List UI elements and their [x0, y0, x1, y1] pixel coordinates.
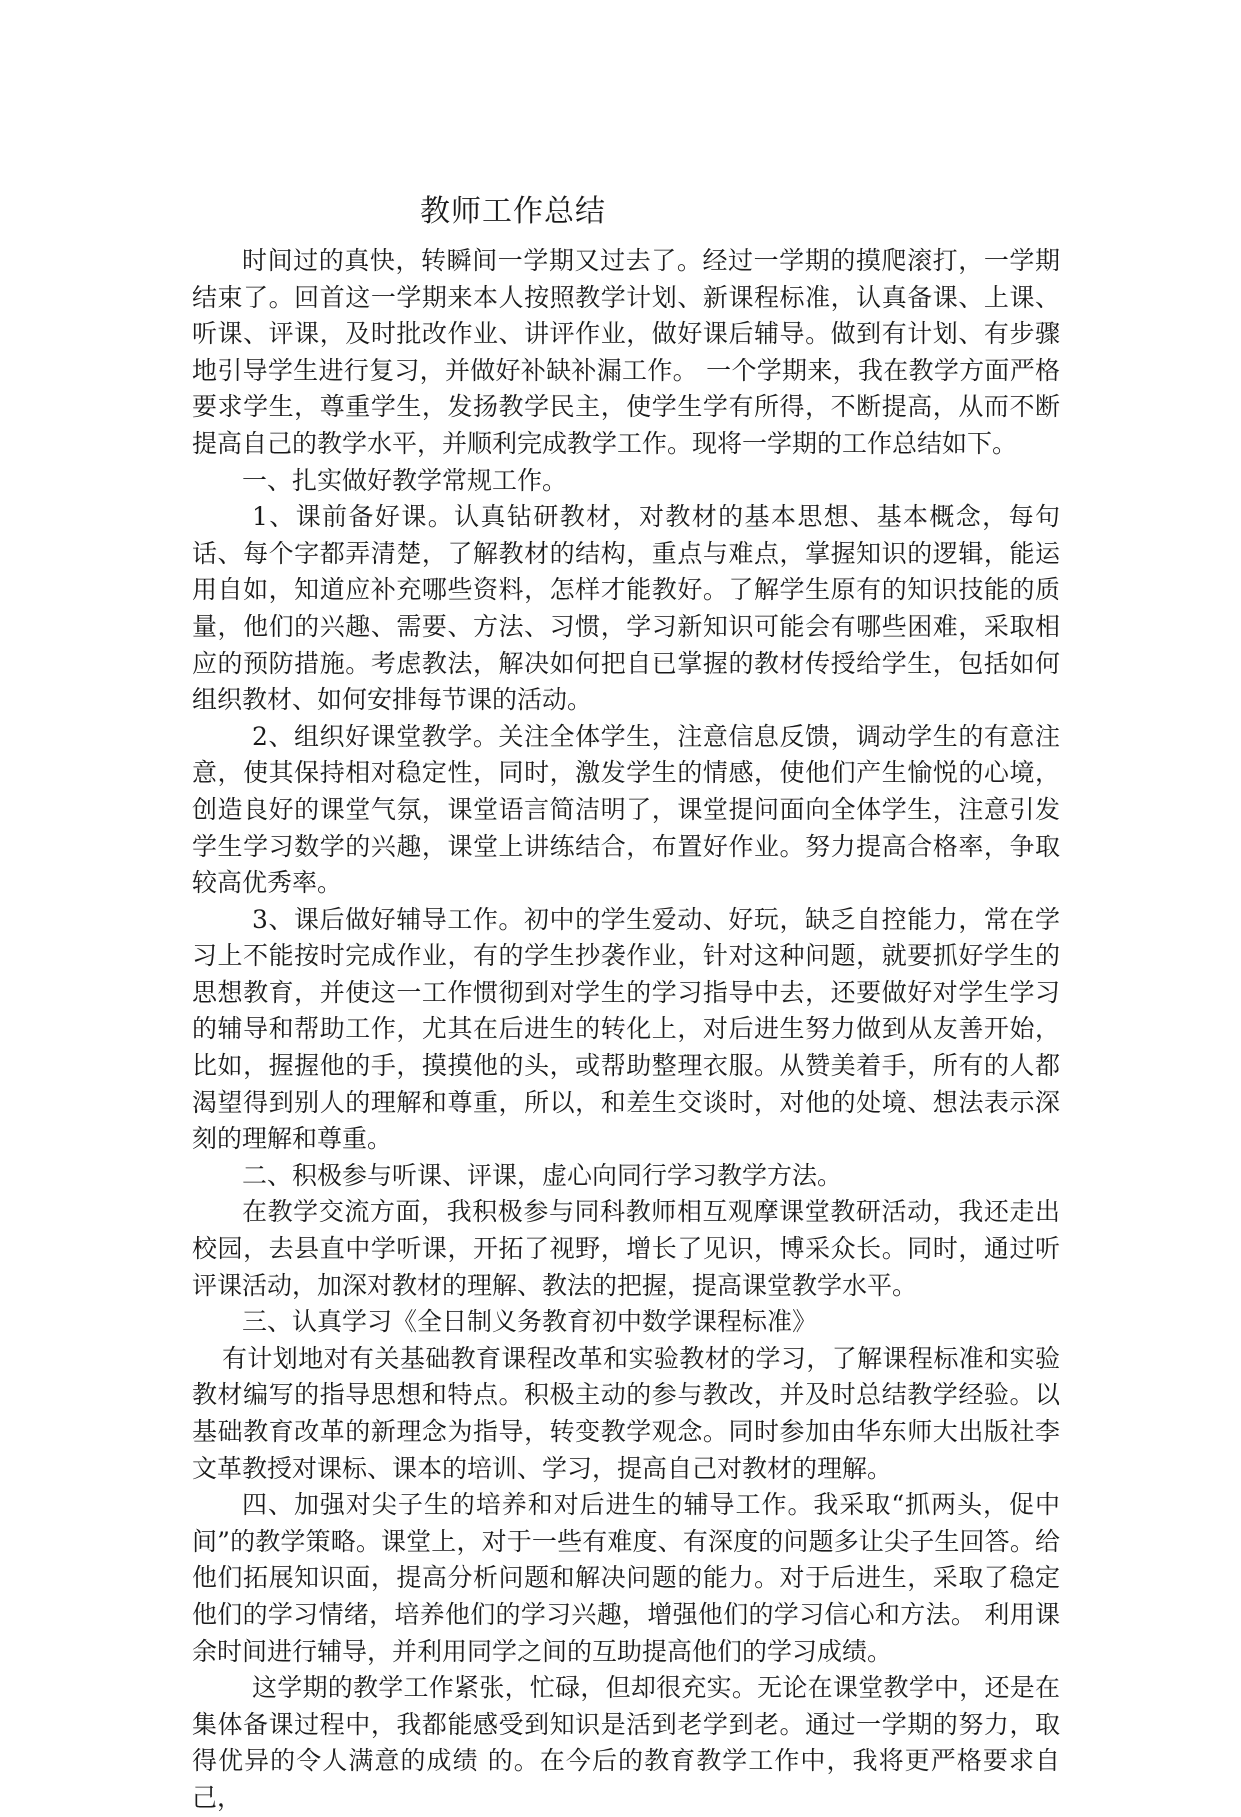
- paragraph-curriculum: 有计划地对有关基础教育课程改革和实验教材的学习，了解课程标准和实验教材编写的指导思想和特点。积极主动的参与教改，并及时总结教学经验。以基础教育改革的新理念为指导，转变教学观念。同时参加由华东师大出版社李文革教授对课标、课本的培训、学习，提高自己对教材的理解。: [192, 1343, 1060, 1483]
- paragraph-classroom: 2、组织好课堂教学。关注全体学生，注意信息反馈，调动学生的有意注意，使其保持相对稳定性，同时，激发学生的情感，使他们产生愉悦的心境，创造良好的课堂气氛，课堂语言简洁明了，课堂提问面向全体学生，注意引发学生学习数学的兴趣，课堂上讲练结合，布置好作业。努力提高合格率，争取较高优秀率。: [192, 721, 1060, 898]
- paragraph-intro: 时间过的真快，转瞬间一学期又过去了。经过一学期的摸爬滚打，一学期结束了。回首这一学期来本人按照教学计划、新课程标准，认真备课、上课、听课、评课，及时批改作业、讲评作业，做好课后辅导。做到有计划、有步骤地引导学生进行复习，并做好补缺补漏工作。 一个学期来，我在教学方面严格要求学生，尊重学生，发扬教学民主，使学生学有所得，不断提高，从而不断提高自己的教学水平，并顺利完成教学工作。现将一学期的工作总结如下。: [192, 246, 1060, 458]
- paragraph-lesson-prep: 1、课前备好课。认真钻研教材，对教材的基本思想、基本概念，每句话、每个字都弄清楚，了解教材的结构，重点与难点，掌握知识的逻辑，能运用自如，知道应补充哪些资料，怎样才能教好。了解学生原有的知识技能的质量，他们的兴趣、需要、方法、习惯，学习新知识可能会有哪些困难，采取相应的预防措施。考虑教法，解决如何把自已掌握的教材传授给学生，包括如何组织教材、如何安排每节课的活动。: [192, 502, 1060, 715]
- document-title: 教师工作总结: [420, 194, 606, 229]
- paragraph-exchange: 在教学交流方面，我积极参与同科教师相互观摩课堂教研活动，我还走出校园，去县直中学听课，开拓了视野，增长了见识，博采众长。同时，通过听评课活动，加深对教材的理解、教法的把握，提高课堂教学水平。: [192, 1197, 1060, 1300]
- section-heading-2: 二、积极参与听课、评课，虚心向同行学习教学方法。: [242, 1160, 843, 1190]
- section-heading-1: 一、扎实做好教学常规工作。: [242, 465, 568, 495]
- paragraph-tutoring: 3、课后做好辅导工作。初中的学生爱动、好玩，缺乏自控能力，常在学习上不能按时完成作业，有的学生抄袭作业，针对这种问题，就要抓好学生的思想教育，并使这一工作惯彻到对学生的学习指导中去，还要做好对学生学习的辅导和帮助工作，尤其在后进生的转化上，对后进生努力做到从友善开始，比如，握握他的手，摸摸他的头，或帮助整理衣服。从赞美着手，所有的人都渴望得到别人的理解和尊重，所以，和差生交谈时，对他的处境、想法表示深刻的理解和尊重。: [192, 904, 1060, 1154]
- section-heading-3: 三、认真学习《全日制义务教育初中数学课程标准》: [242, 1307, 818, 1337]
- paragraph-conclusion: 这学期的教学工作紧张，忙碌，但却很充实。无论在课堂教学中，还是在集体备课过程中，我都能感受到知识是活到老学到老。通过一学期的努力，取得优异的令人满意的成绩 的。在今后的教育教学工作中，我将更严格要求自己，: [192, 1673, 1060, 1812]
- paragraph-section-4: 四、加强对尖子生的培养和对后进生的辅导工作。我采取“抓两头，促中间”的教学策略。课堂上，对于一些有难度、有深度的问题多让尖子生回答。给他们拓展知识面，提高分析问题和解决问题的能力。对于后进生，采取了稳定他们的学习情绪，培养他们的学习兴趣，增强他们的学习信心和方法。 利用课余时间进行辅导，并利用同学之间的互助提高他们的学习成绩。: [192, 1490, 1060, 1666]
- document-body: [192, 243, 1060, 1817]
